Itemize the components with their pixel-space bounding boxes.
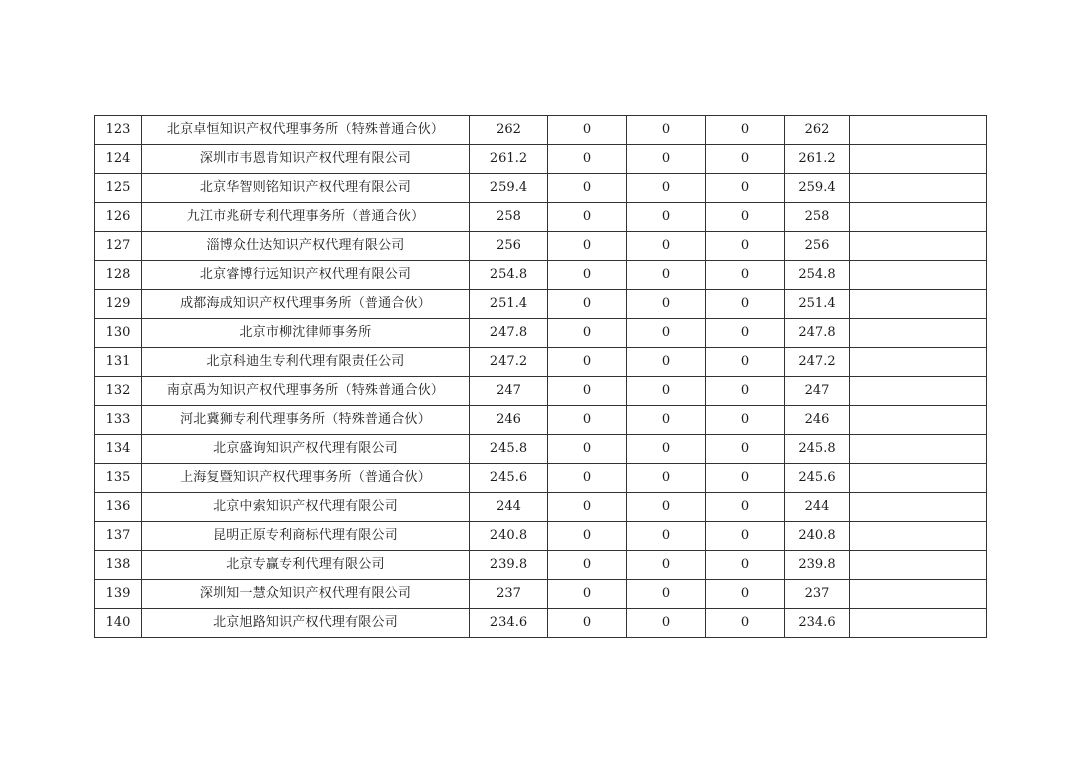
deduction-1-cell: 0: [548, 319, 627, 348]
agency-name-cell: 北京华智则铭知识产权代理有限公司: [142, 174, 470, 203]
total-score-cell: 244: [785, 493, 850, 522]
score-cell: 239.8: [470, 551, 548, 580]
table-row: [95, 406, 987, 435]
score-cell: 237: [470, 580, 548, 609]
deduction-3-cell: 0: [706, 145, 785, 174]
score-cell: 251.4: [470, 290, 548, 319]
deduction-3-cell: 0: [706, 493, 785, 522]
deduction-3-cell: 0: [706, 203, 785, 232]
deduction-3-cell: 0: [706, 406, 785, 435]
row-number-cell: 127: [95, 232, 142, 261]
row-number-cell: 123: [95, 116, 142, 145]
agency-name-cell: 上海复暨知识产权代理事务所（普通合伙）: [142, 464, 470, 493]
total-score-cell: 247.2: [785, 348, 850, 377]
deduction-1-cell: 0: [548, 116, 627, 145]
deduction-3-cell: 0: [706, 377, 785, 406]
row-number-cell: 136: [95, 493, 142, 522]
deduction-1-cell: 0: [548, 174, 627, 203]
table-row: [95, 232, 987, 261]
score-cell: 246: [470, 406, 548, 435]
score-cell: 244: [470, 493, 548, 522]
deduction-3-cell: 0: [706, 580, 785, 609]
table-row: [95, 261, 987, 290]
deduction-3-cell: 0: [706, 464, 785, 493]
note-cell: [850, 609, 987, 638]
total-score-cell: 247: [785, 377, 850, 406]
deduction-3-cell: 0: [706, 174, 785, 203]
row-number-cell: 129: [95, 290, 142, 319]
deduction-1-cell: 0: [548, 522, 627, 551]
row-number-cell: 140: [95, 609, 142, 638]
agency-name-cell: 九江市兆研专利代理事务所（普通合伙）: [142, 203, 470, 232]
agency-name-cell: 成都海成知识产权代理事务所（普通合伙）: [142, 290, 470, 319]
ranking-table: [94, 115, 987, 638]
total-score-cell: 245.6: [785, 464, 850, 493]
score-cell: 240.8: [470, 522, 548, 551]
deduction-2-cell: 0: [627, 551, 706, 580]
total-score-cell: 262: [785, 116, 850, 145]
deduction-1-cell: 0: [548, 464, 627, 493]
deduction-2-cell: 0: [627, 348, 706, 377]
note-cell: [850, 493, 987, 522]
row-number-cell: 133: [95, 406, 142, 435]
row-number-cell: 138: [95, 551, 142, 580]
table-row: [95, 609, 987, 638]
deduction-3-cell: 0: [706, 261, 785, 290]
total-score-cell: 247.8: [785, 319, 850, 348]
note-cell: [850, 580, 987, 609]
row-number-cell: 137: [95, 522, 142, 551]
deduction-2-cell: 0: [627, 116, 706, 145]
row-number-cell: 126: [95, 203, 142, 232]
note-cell: [850, 145, 987, 174]
deduction-2-cell: 0: [627, 464, 706, 493]
total-score-cell: 259.4: [785, 174, 850, 203]
note-cell: [850, 203, 987, 232]
score-cell: 256: [470, 232, 548, 261]
note-cell: [850, 348, 987, 377]
score-cell: 247: [470, 377, 548, 406]
table-row: [95, 522, 987, 551]
note-cell: [850, 464, 987, 493]
deduction-3-cell: 0: [706, 435, 785, 464]
note-cell: [850, 406, 987, 435]
deduction-2-cell: 0: [627, 290, 706, 319]
total-score-cell: 258: [785, 203, 850, 232]
deduction-3-cell: 0: [706, 609, 785, 638]
deduction-3-cell: 0: [706, 290, 785, 319]
score-cell: 245.8: [470, 435, 548, 464]
deduction-2-cell: 0: [627, 145, 706, 174]
row-number-cell: 131: [95, 348, 142, 377]
total-score-cell: 251.4: [785, 290, 850, 319]
deduction-1-cell: 0: [548, 145, 627, 174]
note-cell: [850, 261, 987, 290]
deduction-1-cell: 0: [548, 232, 627, 261]
table-row: [95, 116, 987, 145]
agency-name-cell: 昆明正原专利商标代理有限公司: [142, 522, 470, 551]
total-score-cell: 234.6: [785, 609, 850, 638]
total-score-cell: 254.8: [785, 261, 850, 290]
total-score-cell: 239.8: [785, 551, 850, 580]
deduction-1-cell: 0: [548, 580, 627, 609]
note-cell: [850, 551, 987, 580]
total-score-cell: 245.8: [785, 435, 850, 464]
note-cell: [850, 116, 987, 145]
table-row: [95, 174, 987, 203]
agency-name-cell: 深圳市韦恩肯知识产权代理有限公司: [142, 145, 470, 174]
table-row: [95, 203, 987, 232]
row-number-cell: 124: [95, 145, 142, 174]
score-cell: 234.6: [470, 609, 548, 638]
table-row: [95, 145, 987, 174]
table-row: [95, 493, 987, 522]
deduction-2-cell: 0: [627, 493, 706, 522]
agency-name-cell: 深圳知一慧众知识产权代理有限公司: [142, 580, 470, 609]
total-score-cell: 240.8: [785, 522, 850, 551]
note-cell: [850, 522, 987, 551]
deduction-3-cell: 0: [706, 319, 785, 348]
row-number-cell: 135: [95, 464, 142, 493]
agency-name-cell: 北京盛询知识产权代理有限公司: [142, 435, 470, 464]
total-score-cell: 237: [785, 580, 850, 609]
score-cell: 261.2: [470, 145, 548, 174]
deduction-1-cell: 0: [548, 609, 627, 638]
agency-name-cell: 南京禹为知识产权代理事务所（特殊普通合伙）: [142, 377, 470, 406]
table-row: [95, 551, 987, 580]
table-row: [95, 348, 987, 377]
agency-name-cell: 北京市柳沈律师事务所: [142, 319, 470, 348]
table-body: [95, 116, 987, 638]
agency-name-cell: 北京中索知识产权代理有限公司: [142, 493, 470, 522]
deduction-2-cell: 0: [627, 203, 706, 232]
deduction-1-cell: 0: [548, 406, 627, 435]
total-score-cell: 256: [785, 232, 850, 261]
score-cell: 259.4: [470, 174, 548, 203]
deduction-3-cell: 0: [706, 116, 785, 145]
table-row: [95, 580, 987, 609]
deduction-1-cell: 0: [548, 261, 627, 290]
score-cell: 262: [470, 116, 548, 145]
agency-name-cell: 北京科迪生专利代理有限责任公司: [142, 348, 470, 377]
agency-name-cell: 北京睿博行远知识产权代理有限公司: [142, 261, 470, 290]
deduction-2-cell: 0: [627, 319, 706, 348]
table-row: [95, 319, 987, 348]
deduction-1-cell: 0: [548, 290, 627, 319]
row-number-cell: 132: [95, 377, 142, 406]
deduction-2-cell: 0: [627, 174, 706, 203]
table-row: [95, 464, 987, 493]
deduction-2-cell: 0: [627, 406, 706, 435]
deduction-3-cell: 0: [706, 232, 785, 261]
deduction-1-cell: 0: [548, 348, 627, 377]
agency-name-cell: 北京卓恒知识产权代理事务所（特殊普通合伙）: [142, 116, 470, 145]
table-row: [95, 290, 987, 319]
agency-name-cell: 淄博众仕达知识产权代理有限公司: [142, 232, 470, 261]
deduction-2-cell: 0: [627, 232, 706, 261]
deduction-3-cell: 0: [706, 348, 785, 377]
row-number-cell: 134: [95, 435, 142, 464]
row-number-cell: 130: [95, 319, 142, 348]
score-cell: 247.8: [470, 319, 548, 348]
note-cell: [850, 232, 987, 261]
score-cell: 258: [470, 203, 548, 232]
row-number-cell: 139: [95, 580, 142, 609]
deduction-2-cell: 0: [627, 261, 706, 290]
row-number-cell: 125: [95, 174, 142, 203]
deduction-1-cell: 0: [548, 377, 627, 406]
score-cell: 254.8: [470, 261, 548, 290]
note-cell: [850, 174, 987, 203]
deduction-1-cell: 0: [548, 551, 627, 580]
note-cell: [850, 319, 987, 348]
deduction-2-cell: 0: [627, 522, 706, 551]
note-cell: [850, 435, 987, 464]
total-score-cell: 246: [785, 406, 850, 435]
table-row: [95, 377, 987, 406]
deduction-1-cell: 0: [548, 203, 627, 232]
deduction-2-cell: 0: [627, 435, 706, 464]
deduction-2-cell: 0: [627, 609, 706, 638]
deduction-3-cell: 0: [706, 551, 785, 580]
score-cell: 245.6: [470, 464, 548, 493]
agency-name-cell: 北京旭路知识产权代理有限公司: [142, 609, 470, 638]
score-cell: 247.2: [470, 348, 548, 377]
agency-name-cell: 河北冀狮专利代理事务所（特殊普通合伙）: [142, 406, 470, 435]
table-row: [95, 435, 987, 464]
agency-name-cell: 北京专赢专利代理有限公司: [142, 551, 470, 580]
deduction-2-cell: 0: [627, 580, 706, 609]
total-score-cell: 261.2: [785, 145, 850, 174]
note-cell: [850, 377, 987, 406]
note-cell: [850, 290, 987, 319]
deduction-1-cell: 0: [548, 493, 627, 522]
deduction-2-cell: 0: [627, 377, 706, 406]
deduction-3-cell: 0: [706, 522, 785, 551]
deduction-1-cell: 0: [548, 435, 627, 464]
row-number-cell: 128: [95, 261, 142, 290]
